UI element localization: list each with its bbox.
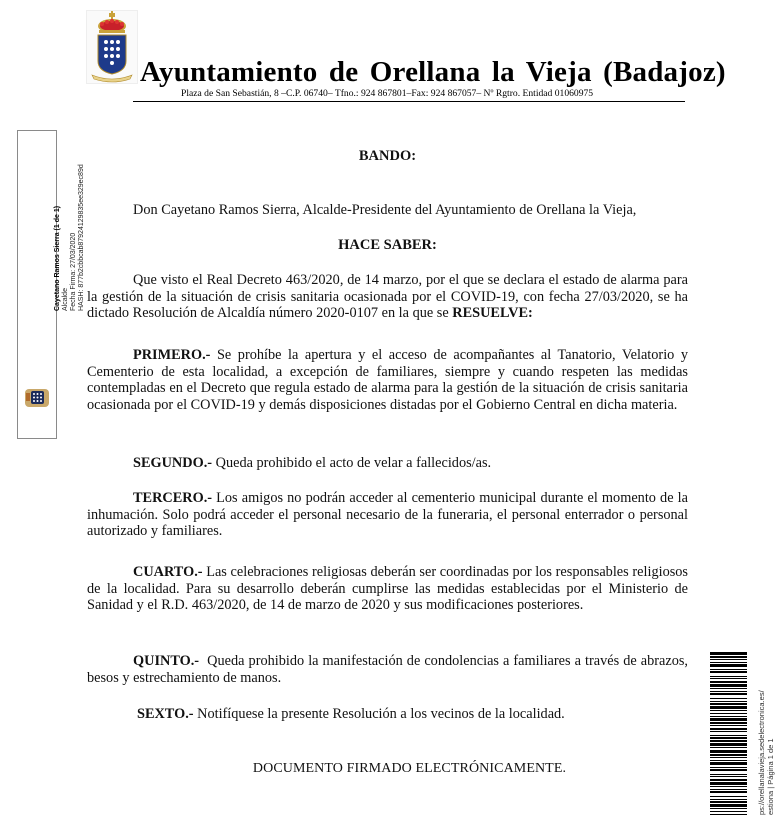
barcode-bar	[710, 757, 747, 758]
barcode-bar	[710, 725, 747, 726]
barcode-bar	[710, 713, 747, 714]
municipality-address: Plaza de San Sebastián, 8 –C.P. 06740– Tfno.: 924 867801–Fax: 924 867057– Nº Rgtro. Entidad 01060975	[181, 88, 594, 99]
barcode-bar	[710, 747, 747, 748]
barcode-bar	[710, 789, 747, 790]
barcode-bar	[710, 779, 747, 781]
barcode-bar	[710, 706, 747, 709]
barcode-bar	[710, 804, 747, 807]
barcode-bar	[710, 769, 747, 771]
article-text: Los amigos no podrán acceder al cementerio municipal durante el momento de la inhumación. Solo podrá acceder el personal necesario de la funeraria, el personal enterrador o personal autorizado y familiares.	[87, 490, 688, 540]
article-paragraph	[87, 455, 688, 472]
article-label: TERCERO.-	[133, 490, 213, 506]
barcode-bar	[710, 693, 747, 695]
barcode-bar	[710, 814, 747, 815]
header-divider	[133, 101, 685, 102]
municipal-seal-icon	[23, 386, 51, 410]
barcode-bar	[710, 659, 747, 660]
electronic-signature-note: DOCUMENTO FIRMADO ELECTRÓNICAMENTE.	[252, 761, 567, 776]
article-text: Se prohíbe la apertura y el acceso de acompañantes al Tanatorio, Velatorio y Cementerio de esta localidad, a excepción de familiares, siempre y cuando respeten las medidas contempladas en el Decreto que regula estado de alarma para la gestión de la situación de crisis sanitaria ocasionada por el COVID-19 y demás disposiciones distadas por el Gobierno Central en dicha materia.	[87, 347, 688, 413]
barcode-bar	[710, 688, 747, 689]
verification-url: ps://orellanalavieja.sedelectronica.es/	[757, 690, 766, 815]
coat-of-arms-icon	[86, 10, 138, 84]
article-label: QUINTO.-	[133, 653, 200, 669]
article-text: Las celebraciones religiosas deberán ser coordinadas por los responsables religiosos de la localidad. Para su desarrollo deberán cumplirse las medidas establecidas por el Ministerio de Sanidad y el R.D. 463/2020, de 14 de marzo de 2020 y sus modificaciones posteriores.	[87, 564, 688, 614]
barcode-icon	[710, 652, 747, 815]
barcode-bar	[710, 743, 747, 746]
barcode-bar	[710, 652, 747, 655]
article-paragraph	[87, 564, 688, 614]
barcode-bar	[710, 691, 747, 692]
barcode-bar	[710, 710, 747, 711]
barcode-bar	[710, 703, 747, 705]
preamble-text: Que visto el Real Decreto 463/2020, de 14 marzo, por el que se declara el estado de alarma para la gestión de la situación de crisis sanitaria ocasionada por el COVID-19, con fecha 27/03/2020, se ha dictado Resolución de Alcaldía número 2020-0107 en la que se	[87, 272, 688, 322]
document-subheading: HACE SABER:	[338, 237, 437, 253]
barcode-bar	[710, 656, 747, 658]
signature-date: Fecha Firma: 27/03/2020	[70, 232, 77, 311]
signature-stamp	[17, 130, 85, 439]
barcode-bar	[710, 716, 747, 717]
signature-hash: HASH: 877b2cbbcab87924129835ee329ec89d	[78, 164, 85, 311]
barcode-bar	[710, 801, 747, 803]
barcode-bar	[710, 718, 747, 721]
signer-name: Cayetano Ramos Sierra (1 de 1)	[54, 205, 61, 311]
barcode-bar	[710, 737, 747, 739]
preamble-resuelve: RESUELVE:	[452, 305, 533, 322]
article-paragraph	[87, 706, 688, 723]
article-paragraph	[87, 347, 688, 413]
barcode-bar	[710, 735, 747, 736]
barcode-bar	[710, 731, 747, 732]
barcode-bar	[710, 799, 747, 800]
barcode-bar	[710, 750, 747, 753]
barcode-bar	[710, 796, 747, 797]
barcode-bar	[710, 786, 747, 787]
barcode-bar	[710, 698, 747, 699]
verification-text	[757, 690, 775, 815]
barcode-bar	[710, 662, 747, 663]
barcode-bar	[710, 754, 747, 756]
article-label: SEXTO.-	[137, 706, 194, 722]
barcode-bar	[710, 664, 747, 667]
municipality-title: Ayuntamiento de Orellana la Vieja (Badajoz)	[140, 56, 726, 88]
barcode-bar	[710, 684, 747, 687]
preamble-paragraph	[87, 272, 688, 322]
barcode-bar	[710, 811, 747, 812]
barcode-bar	[710, 671, 747, 673]
barcode-bar	[710, 774, 747, 775]
barcode-bar	[710, 760, 747, 761]
signature-stamp-text	[54, 164, 86, 311]
verification-page: estiona | Página 1 de 1	[766, 738, 775, 815]
article-text: Queda prohibido la manifestación de condolencias a familiares a través de abrazos, besos y estrechamiento de manos.	[87, 653, 692, 686]
article-paragraph	[87, 653, 692, 686]
article-label: CUARTO.-	[133, 564, 203, 580]
document-heading: BANDO:	[358, 148, 417, 164]
article-label: SEGUNDO.-	[133, 455, 213, 471]
barcode-bar	[710, 669, 747, 670]
barcode-bar	[710, 681, 747, 683]
barcode-bar	[710, 762, 747, 765]
barcode-bar	[710, 701, 747, 702]
barcode-bar	[710, 728, 747, 730]
barcode-bar	[710, 676, 747, 677]
article-text: Queda prohibido el acto de velar a fallecidos/as.	[212, 455, 492, 471]
barcode-bar	[710, 808, 747, 809]
article-text: Notifíquese la presente Resolución a los vecinos de la localidad.	[193, 706, 565, 722]
barcode-bar	[710, 791, 747, 793]
barcode-bar	[710, 776, 747, 777]
signer-role: Alcalde	[62, 288, 69, 311]
article-paragraph	[87, 490, 688, 540]
barcode-bar	[710, 740, 747, 742]
barcode-bar	[710, 782, 747, 785]
document-intro: Don Cayetano Ramos Sierra, Alcalde-Presidente del Ayuntamiento de Orellana la Vieja,	[133, 202, 637, 218]
barcode-bar	[710, 722, 747, 724]
barcode-bar	[710, 678, 747, 679]
barcode-bar	[710, 767, 747, 768]
article-label: PRIMERO.-	[133, 347, 211, 363]
